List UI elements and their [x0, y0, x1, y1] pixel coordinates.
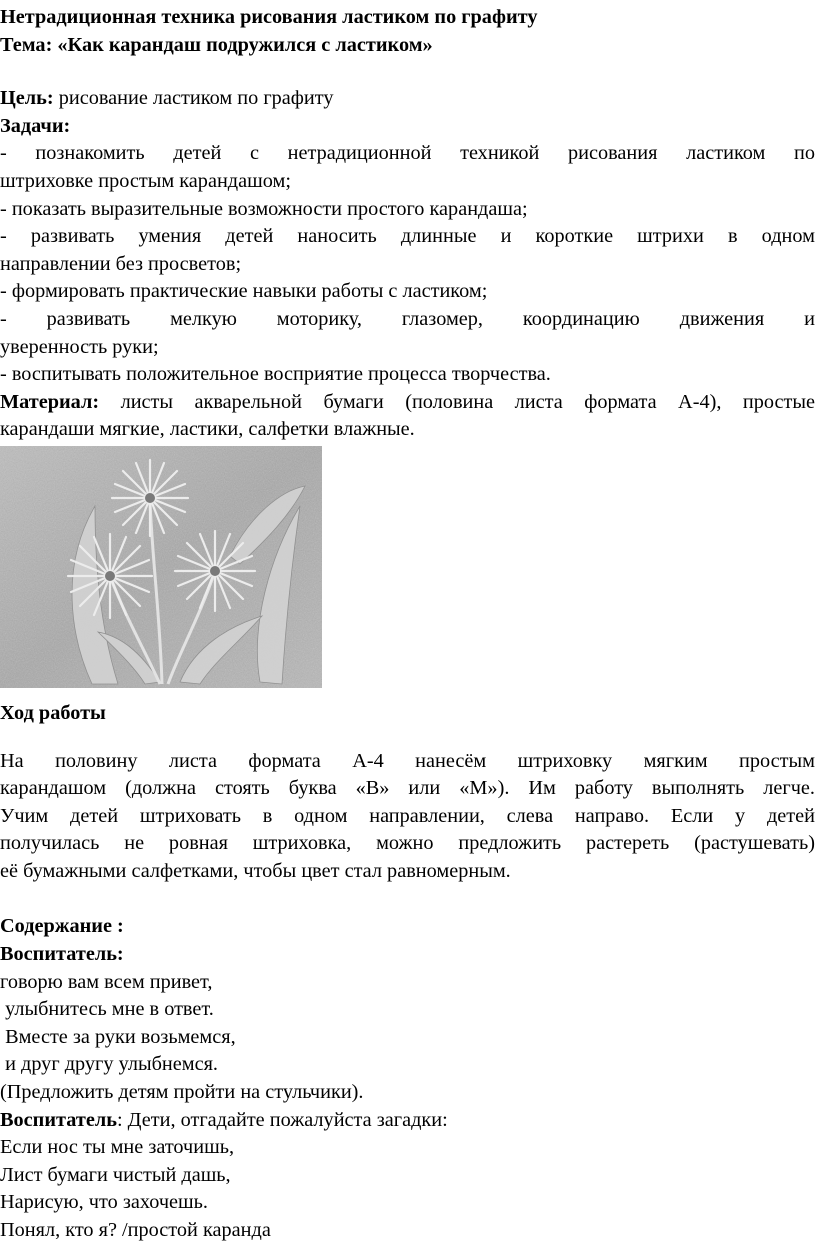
document-title: Нетрадиционная техника рисования ластиком по графиту — [0, 6, 538, 28]
progress-line-5: её бумажными салфетками, чтобы цвет стал равномерным. — [0, 859, 511, 882]
goal-label: Цель: — [0, 87, 54, 110]
goal-line — [0, 85, 815, 113]
content-heading: Содержание : — [0, 915, 124, 938]
task-line-9: - воспитывать положительное восприятие процесса творчества. — [0, 363, 551, 386]
blank-line — [0, 59, 815, 85]
instruction-line: (Предложить детям пройти на стульчики). — [0, 1081, 364, 1104]
task-line-2: штриховке простым карандашом; — [0, 169, 291, 192]
poem-line-3: Вместе за руки возьмемся, — [0, 1025, 236, 1048]
material-line-1: Материал: листы акварельной бумаги (половина листа формата А-4), простые — [0, 390, 815, 413]
poem-line-2: улыбнитесь мне в ответ. — [0, 998, 214, 1021]
progress-line-2: карандашом (должна стоять буква «В» или «М»). Им работу выполнять легче. — [0, 777, 815, 800]
task-line-7: - развивать мелкую моторику, глазомер, координацию движения и — [0, 307, 815, 330]
document-page — [0, 4, 815, 1245]
riddle-line-3: Нарисую, что захочешь. — [0, 1191, 208, 1214]
progress-line-3: Учим детей штриховать в одном направлении, слева направо. Если у детей — [0, 804, 815, 827]
task-line-8: уверенность руки; — [0, 335, 159, 358]
task-line-4: - развивать умения детей наносить длинные и короткие штрихи в одном — [0, 225, 815, 248]
task-line-5: направлении без просветов; — [0, 252, 242, 275]
document-theme: Тема: «Как карандаш подружился с ластиком» — [0, 33, 433, 56]
eraser-drawing-image — [0, 446, 322, 688]
task-line-6: - формировать практические навыки работы с ластиком; — [0, 280, 488, 303]
progress-paragraph — [0, 748, 815, 886]
teacher-label-2: Воспитатель — [0, 1108, 117, 1131]
material-label: Материал: — [0, 390, 100, 413]
poem-line-1: говорю вам всем привет, — [0, 970, 213, 993]
riddle-line-4: Понял, кто я? /простой каранда — [0, 1219, 271, 1241]
task-line-3: - показать выразительные возможности простого карандаша; — [0, 197, 528, 220]
riddle-line-2: Лист бумаги чистый дашь, — [0, 1163, 231, 1186]
task-line-1: - познакомить детей с нетрадиционной техникой рисования ластиком по — [0, 142, 815, 165]
teacher-riddle-line: Воспитатель: Дети, отгадайте пожалуйста загадки: — [0, 1108, 448, 1131]
teacher-label: Воспитатель: — [0, 943, 124, 966]
goal-text: рисование ластиком по графиту — [53, 87, 334, 110]
progress-line-1: На половину листа формата А-4 нанесём штриховку мягким простым — [0, 749, 815, 772]
progress-heading: Ход работы — [0, 701, 106, 724]
progress-line-4: получилась не ровная штриховка, можно предложить растереть (растушевать) — [0, 832, 815, 855]
tasks-heading: Задачи: — [0, 114, 71, 137]
poem-line-4: и друг другу улыбнемся. — [0, 1053, 218, 1076]
riddle-line-1: Если нос ты мне заточишь, — [0, 1136, 235, 1159]
material-line-2: карандаши мягкие, ластики, салфетки влажные. — [0, 418, 415, 441]
